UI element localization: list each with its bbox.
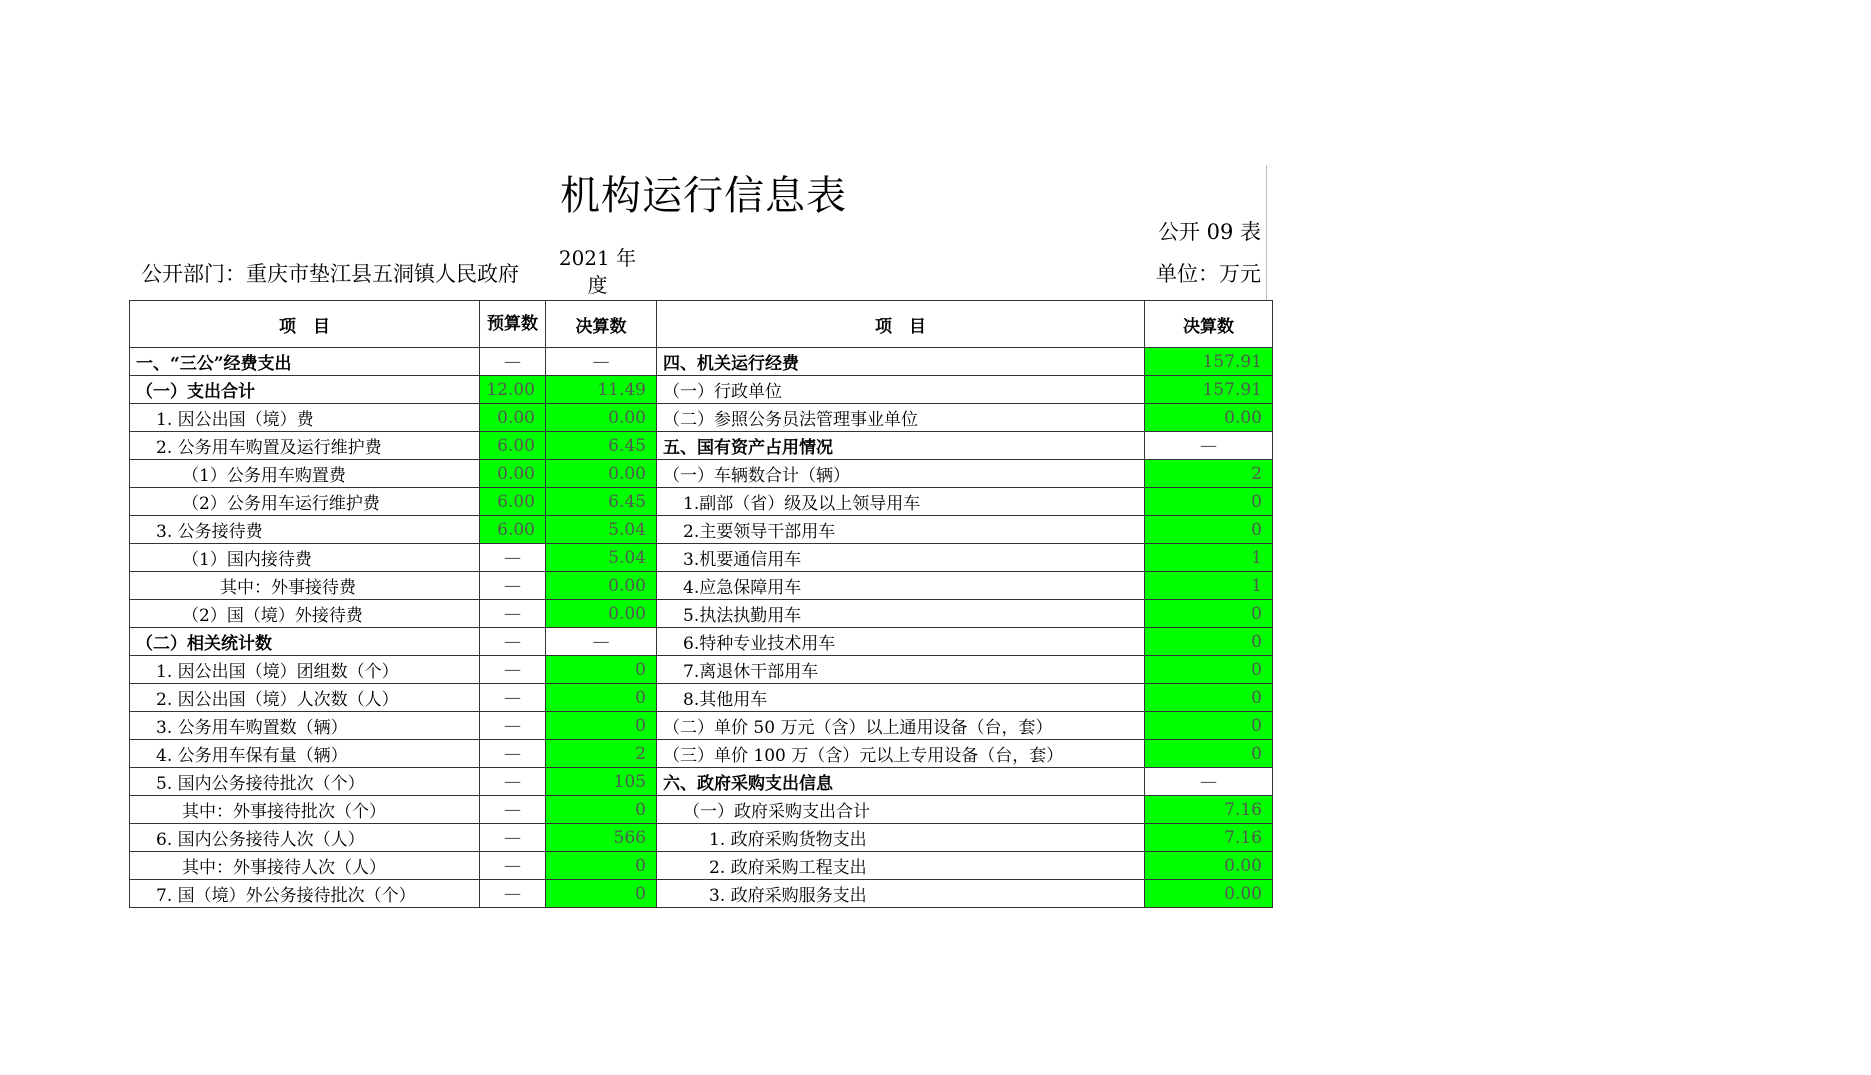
right-final-value: 0 (1145, 488, 1273, 516)
budget-value: — (480, 712, 546, 740)
final-value: 0 (546, 656, 657, 684)
right-final-value: — (1145, 432, 1273, 460)
right-item-label: 1. 政府采购货物支出 (657, 824, 1145, 852)
table-row (130, 824, 1273, 852)
right-item-label: （一）车辆数合计（辆） (657, 460, 1145, 488)
right-item-label: 3. 政府采购服务支出 (657, 880, 1145, 908)
final-value: 0 (546, 712, 657, 740)
table-row (130, 796, 1273, 824)
right-final-value: 157.91 (1145, 376, 1273, 404)
budget-value: — (480, 852, 546, 880)
left-item-label: （2）公务用车运行维护费 (130, 488, 480, 516)
right-item-label: 5.执法执勤用车 (657, 600, 1145, 628)
left-item-label: 4. 公务用车保有量（辆） (130, 740, 480, 768)
right-final-value: 0.00 (1145, 852, 1273, 880)
final-value: 0.00 (546, 600, 657, 628)
budget-value: — (480, 348, 546, 376)
budget-value: 12.00 (480, 376, 546, 404)
page-title: 机构运行信息表 (560, 173, 847, 219)
budget-value: 0.00 (480, 404, 546, 432)
header-final: 决算数 (546, 301, 657, 348)
right-final-value: — (1145, 768, 1273, 796)
form-number: 公开 09 表 (1157, 220, 1261, 244)
left-item-label: 3. 公务接待费 (130, 516, 480, 544)
department-label: 公开部门：重庆市垫江县五洞镇人民政府 (141, 262, 519, 286)
fiscal-year: 2021 年度 (558, 246, 637, 297)
right-item-label: （一）行政单位 (657, 376, 1145, 404)
info-table (129, 300, 1273, 908)
left-item-label: 2. 公务用车购置及运行维护费 (130, 432, 480, 460)
budget-value: — (480, 544, 546, 572)
left-item-label: 一、“三公”经费支出 (130, 348, 480, 376)
final-value: 566 (546, 824, 657, 852)
budget-value: 0.00 (480, 460, 546, 488)
right-item-label: 2.主要领导干部用车 (657, 516, 1145, 544)
left-item-label: 其中：外事接待批次（个） (130, 796, 480, 824)
final-value: 5.04 (546, 544, 657, 572)
table-row (130, 712, 1273, 740)
right-item-label: （二）参照公务员法管理事业单位 (657, 404, 1145, 432)
final-value: 0 (546, 880, 657, 908)
unit-label: 单位：万元 (1156, 262, 1261, 286)
right-final-value: 0 (1145, 684, 1273, 712)
right-item-label: （一）政府采购支出合计 (657, 796, 1145, 824)
right-final-value: 0 (1145, 656, 1273, 684)
budget-value: — (480, 628, 546, 656)
table-row (130, 600, 1273, 628)
table-row (130, 348, 1273, 376)
final-value: 0 (546, 796, 657, 824)
table-row (130, 880, 1273, 908)
right-final-value: 0 (1145, 740, 1273, 768)
left-item-label: （1）公务用车购置费 (130, 460, 480, 488)
budget-value: 6.00 (480, 432, 546, 460)
table-row (130, 684, 1273, 712)
final-value: 6.45 (546, 432, 657, 460)
budget-value: — (480, 824, 546, 852)
header-budget: 预算数 (480, 301, 546, 348)
right-item-label: 8.其他用车 (657, 684, 1145, 712)
table-row (130, 572, 1273, 600)
right-final-value: 0 (1145, 600, 1273, 628)
left-item-label: 1. 因公出国（境）费 (130, 404, 480, 432)
right-item-label: （二）单价 50 万元（含）以上通用设备（台，套） (657, 712, 1145, 740)
right-item-label: 4.应急保障用车 (657, 572, 1145, 600)
left-item-label: 其中：外事接待人次（人） (130, 852, 480, 880)
right-final-value: 7.16 (1145, 796, 1273, 824)
final-value: — (546, 348, 657, 376)
budget-value: — (480, 740, 546, 768)
right-item-label: 3.机要通信用车 (657, 544, 1145, 572)
final-value: 0.00 (546, 572, 657, 600)
right-item-label: （三）单价 100 万（含）元以上专用设备（台，套） (657, 740, 1145, 768)
right-final-value: 0 (1145, 712, 1273, 740)
budget-value: — (480, 600, 546, 628)
page-edge-line (1266, 165, 1267, 301)
left-item-label: （二）相关统计数 (130, 628, 480, 656)
left-item-label: （2）国（境）外接待费 (130, 600, 480, 628)
table-row (130, 768, 1273, 796)
left-item-label: 1. 因公出国（境）团组数（个） (130, 656, 480, 684)
left-item-label: 2. 因公出国（境）人次数（人） (130, 684, 480, 712)
right-item-label: 6.特种专业技术用车 (657, 628, 1145, 656)
left-item-label: 7. 国（境）外公务接待批次（个） (130, 880, 480, 908)
right-final-value: 0.00 (1145, 880, 1273, 908)
right-final-value: 157.91 (1145, 348, 1273, 376)
left-item-label: 6. 国内公务接待人次（人） (130, 824, 480, 852)
table-row (130, 740, 1273, 768)
final-value: 6.45 (546, 488, 657, 516)
table-header-row (130, 301, 1273, 348)
budget-value: — (480, 656, 546, 684)
budget-value: 6.00 (480, 488, 546, 516)
right-final-value: 0 (1145, 628, 1273, 656)
table-row (130, 432, 1273, 460)
table-row (130, 376, 1273, 404)
right-final-value: 1 (1145, 544, 1273, 572)
right-item-label: 五、国有资产占用情况 (657, 432, 1145, 460)
budget-value: — (480, 684, 546, 712)
budget-value: 6.00 (480, 516, 546, 544)
right-final-value: 0 (1145, 516, 1273, 544)
table-row (130, 544, 1273, 572)
table-row (130, 852, 1273, 880)
final-value: 0.00 (546, 460, 657, 488)
right-final-value: 1 (1145, 572, 1273, 600)
final-value: 2 (546, 740, 657, 768)
right-final-value: 2 (1145, 460, 1273, 488)
table-row (130, 628, 1273, 656)
right-item-label: 1.副部（省）级及以上领导用车 (657, 488, 1145, 516)
budget-value: — (480, 768, 546, 796)
final-value: — (546, 628, 657, 656)
left-item-label: （一）支出合计 (130, 376, 480, 404)
header-item-right: 项 目 (657, 301, 1145, 348)
header-item: 项 目 (130, 301, 480, 348)
table-row (130, 656, 1273, 684)
final-value: 0 (546, 684, 657, 712)
left-item-label: （1）国内接待费 (130, 544, 480, 572)
left-item-label: 3. 公务用车购置数（辆） (130, 712, 480, 740)
table-row (130, 460, 1273, 488)
right-item-label: 2. 政府采购工程支出 (657, 852, 1145, 880)
table-row (130, 404, 1273, 432)
right-final-value: 7.16 (1145, 824, 1273, 852)
budget-value: — (480, 572, 546, 600)
table-row (130, 488, 1273, 516)
final-value: 11.49 (546, 376, 657, 404)
left-item-label: 5. 国内公务接待批次（个） (130, 768, 480, 796)
final-value: 0.00 (546, 404, 657, 432)
right-final-value: 0.00 (1145, 404, 1273, 432)
budget-value: — (480, 880, 546, 908)
right-item-label: 六、政府采购支出信息 (657, 768, 1145, 796)
final-value: 105 (546, 768, 657, 796)
header-final-right: 决算数 (1145, 301, 1273, 348)
budget-value: — (480, 796, 546, 824)
final-value: 0 (546, 852, 657, 880)
table-row (130, 516, 1273, 544)
final-value: 5.04 (546, 516, 657, 544)
left-item-label: 其中：外事接待费 (130, 572, 480, 600)
right-item-label: 7.离退休干部用车 (657, 656, 1145, 684)
right-item-label: 四、机关运行经费 (657, 348, 1145, 376)
